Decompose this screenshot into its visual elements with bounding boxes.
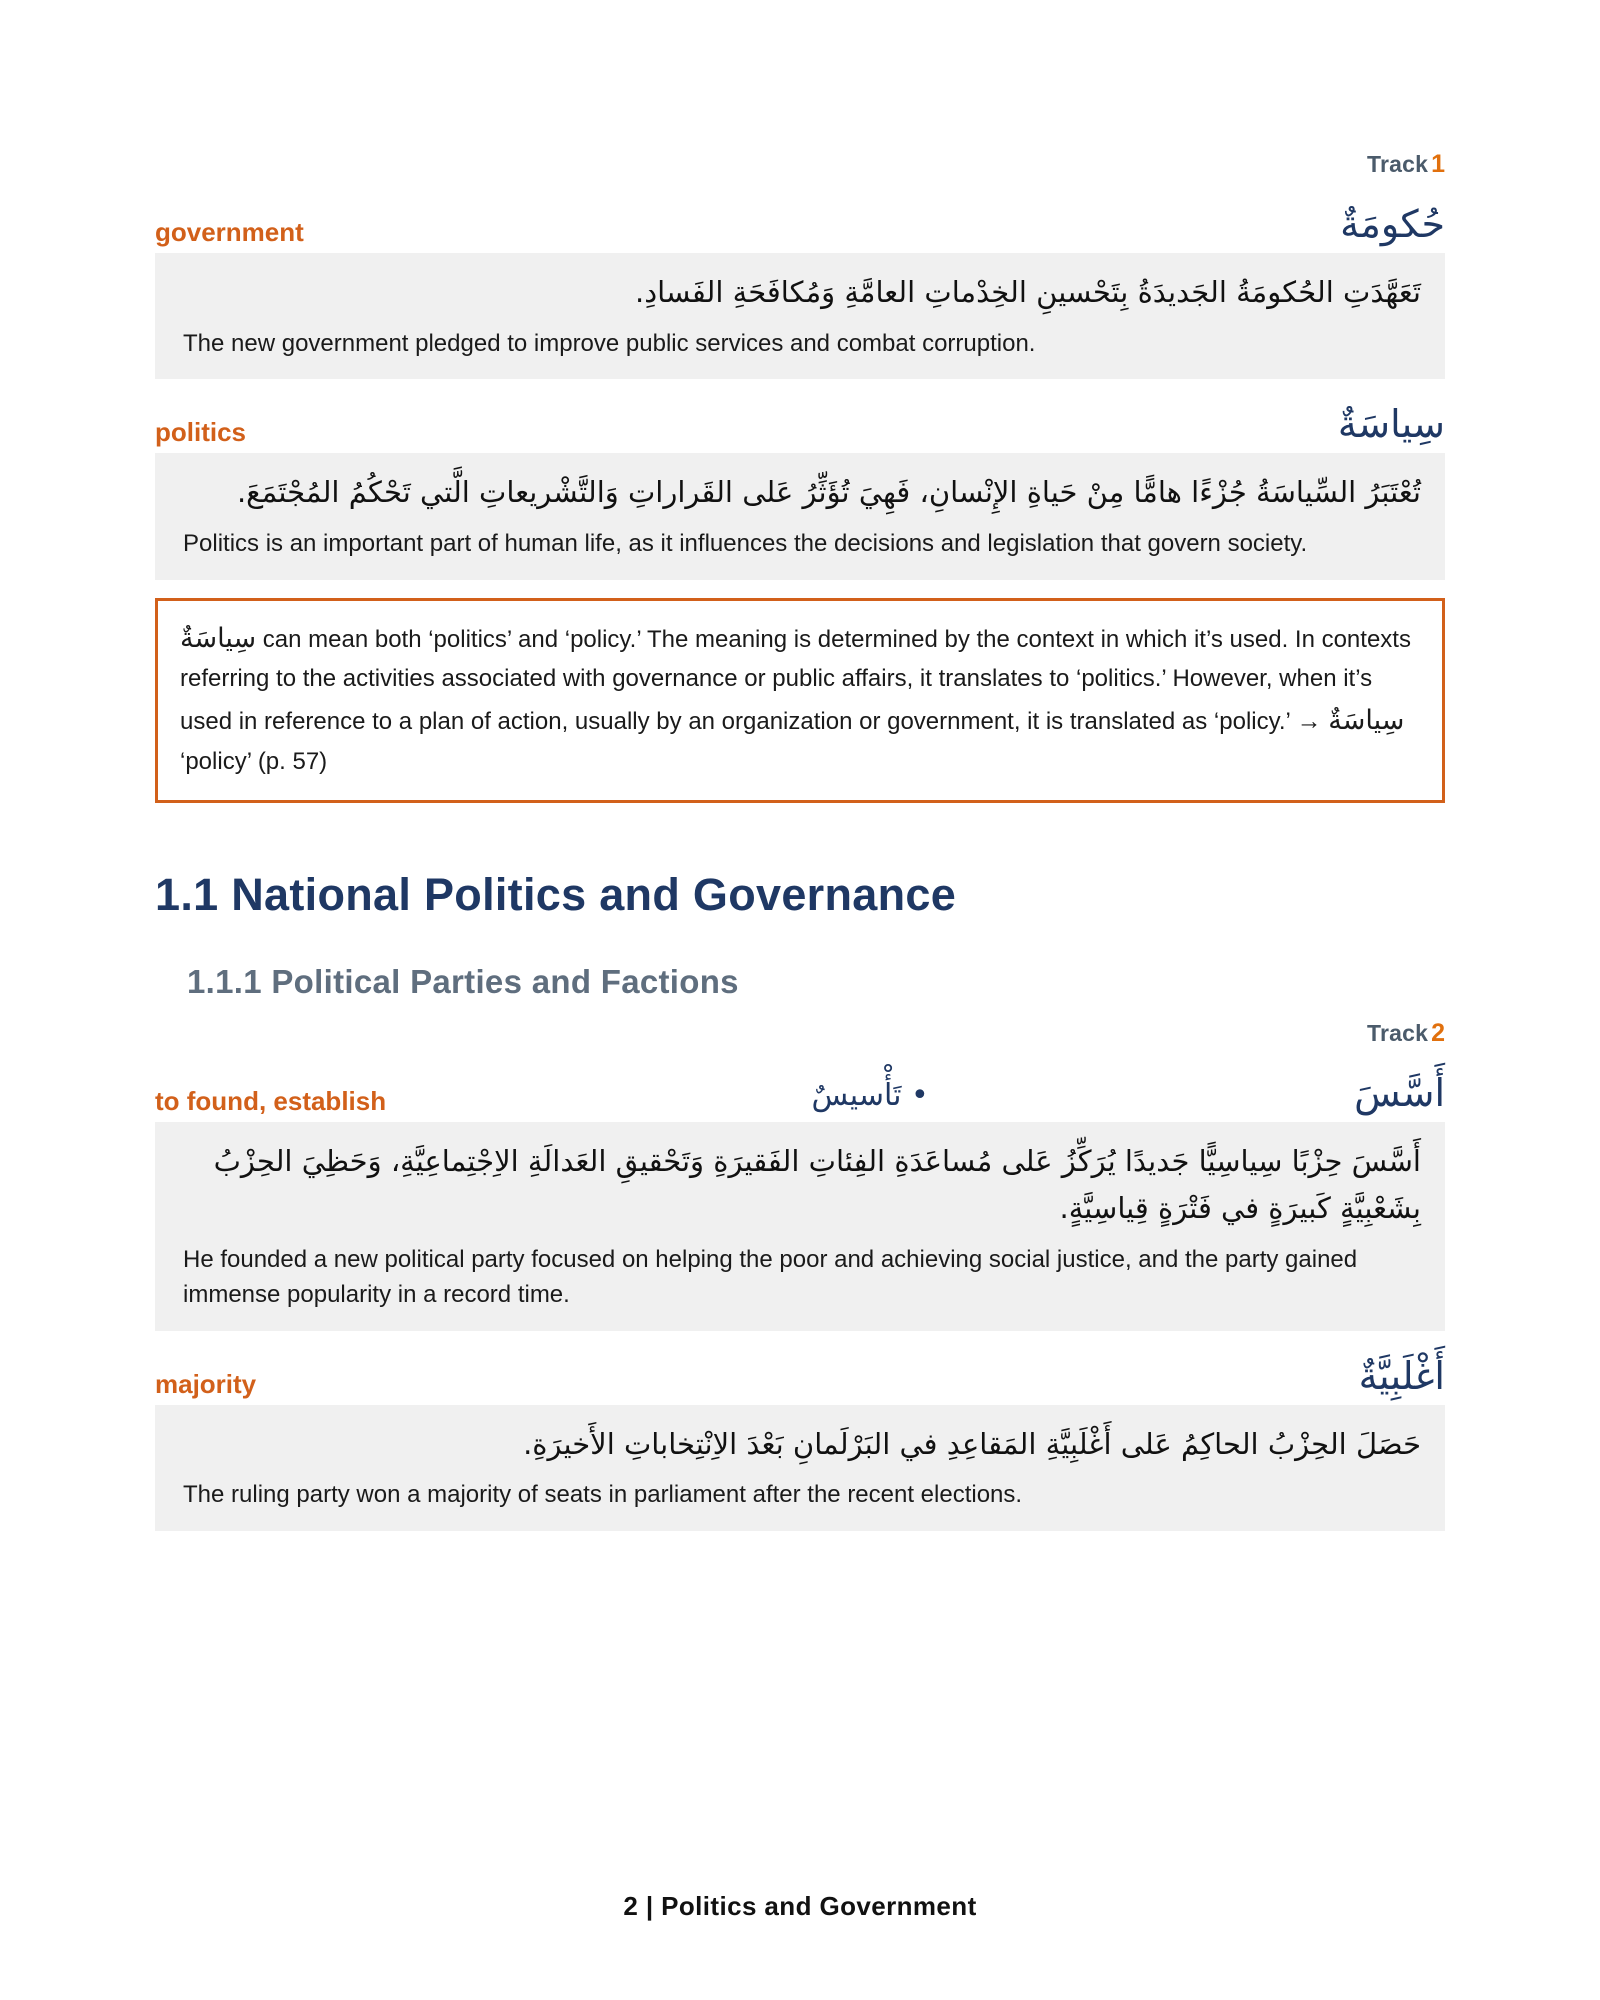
entry-gloss: politics (155, 417, 247, 448)
entry-derived-form (256, 1397, 1359, 1399)
example-arabic: حَصَلَ الحِزْبُ الحاكِمُ عَلى أَغْلَبِيَّةِ المَقاعِدِ في البَرْلَمانِ بَعْدَ الاِنْتِخاباتِ الأَخيرَةِ. (523, 1426, 1421, 1461)
example-block (155, 253, 1445, 380)
vocab-entry-politics (155, 403, 1445, 579)
track-label: Track (1366, 151, 1429, 177)
vocab-entry-government (155, 203, 1445, 379)
section-heading: 1.1 National Politics and Governance (155, 868, 957, 920)
example-arabic: تُعْتَبَرُ السِّياسَةُ جُزْءًا هامًّا مِنْ حَياةِ الإِنْسانِ، فَهِيَ تُؤَثِّرُ عَلى القَراراتِ وَالتَّشْريعاتِ الَّتي تَحْكُمُ المُجْتَمَعَ. (236, 475, 1421, 510)
track-number: 1 (1431, 150, 1445, 178)
entry-gloss: government (155, 217, 304, 248)
entry-header (155, 1072, 1445, 1122)
entry-headword-arabic: حُكومَةٌ (1340, 202, 1445, 246)
track-label: Track (1366, 1019, 1429, 1046)
track-marker-1 (155, 0, 1445, 179)
example-english: The new government pledged to improve public services and combat corruption. (183, 329, 1036, 357)
cross-reference-gloss: ‘policy’ (180, 748, 252, 775)
usage-note-body: can mean both ‘politics’ and ‘policy.’ The meaning is determined by the context in which it’s used. In contexts referring to the activities associated with governance or public affairs, it translates to ‘politics.’ However, when it’s used in reference to a plan of action, usually by an organization or government, it is translated as ‘policy.’ (180, 625, 1411, 736)
subsection-heading: 1.1.1 Political Parties and Factions (187, 962, 739, 1000)
example-arabic: تَعَهَّدَتِ الحُكومَةُ الجَديدَةُ بِتَحْسينِ الخِدْماتِ العامَّةِ وَمُكافَحَةِ الفَسادِ. (635, 274, 1421, 309)
entry-header (155, 203, 1445, 253)
entry-header (155, 403, 1445, 453)
example-block (155, 1122, 1445, 1331)
usage-note-arabic-term: سِياسَةٌ (180, 622, 257, 654)
example-block (155, 1405, 1445, 1532)
cross-reference-page: (p. 57) (257, 748, 328, 775)
vocab-entry-majority (155, 1355, 1445, 1531)
entry-headword-arabic: أَسَّسَ (1354, 1070, 1445, 1115)
entry-derived-form (246, 445, 1338, 447)
page-footer: 2 | Politics and Government (623, 1891, 977, 1921)
entry-headword-arabic: سِياسَةٌ (1337, 402, 1445, 447)
arrow-icon: → (1296, 707, 1322, 736)
cross-reference-arabic: سِياسَةٌ (1328, 705, 1405, 737)
track-number: 2 (1431, 1018, 1445, 1047)
entry-header (155, 1355, 1445, 1405)
track-marker-2 (155, 1001, 1445, 1048)
example-english: Politics is an important part of human life, as it influences the decisions and legislation that govern society. (183, 529, 1308, 557)
entry-headword-arabic: أَغْلَبِيَّةٌ (1358, 1353, 1445, 1398)
example-arabic: أَسَّسَ حِزْبًا سِياسِيًّا جَديدًا يُرَكِّزُ عَلى مُساعَدَةِ الفِئاتِ الفَقيرَةِ وَتَحْقيقِ العَدالَةِ الاِجْتِماعِيَّةِ، وَحَظِيَ الحِزْبُ بِشَعْبِيَّةٍ كَبيرَةٍ في فَتْرَةٍ قِياسِيَّةٍ. (213, 1143, 1421, 1226)
usage-note-box (155, 598, 1445, 803)
entry-derived-form (304, 245, 1340, 247)
example-block (155, 453, 1445, 580)
usage-note-text (180, 617, 1420, 782)
example-english: He founded a new political party focused on helping the poor and achieving social justice, and the party gained immense popularity in a record time. (183, 1246, 1358, 1309)
vocab-entry-to-found (155, 1072, 1445, 1331)
entry-gloss: majority (155, 1368, 257, 1399)
entry-gloss: to found, establish (155, 1085, 387, 1116)
example-english: The ruling party won a majority of seats in parliament after the recent elections. (183, 1481, 1023, 1509)
entry-derived-form: • تَأْسيسٌ (811, 1077, 929, 1113)
